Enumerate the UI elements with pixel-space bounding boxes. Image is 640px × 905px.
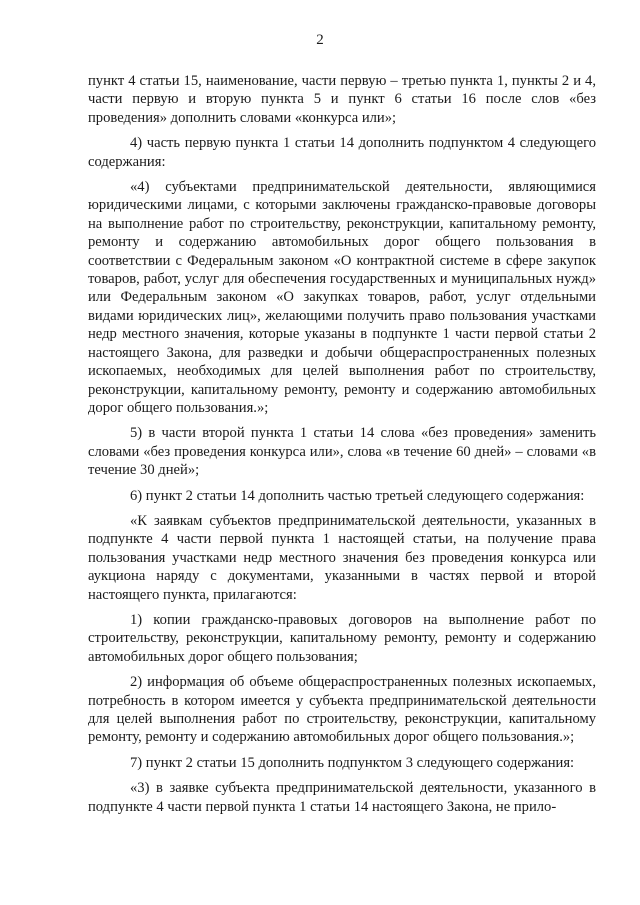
page-number: 2 <box>316 32 324 48</box>
paragraph-subitem-4-quote: «4) субъектами предпринимательской деятельности, являющимися юридическими лицами, с которыми заключены гражданско-правовые договоры на выполнение работ по строительству, реконструкции, капитальному ремонту, ремонту и содержанию автомобильных дорог общего пользования в соответствии с Федеральным законом «О контрактной системе в сфере закупок товаров, работ, услуг для обеспечения государственных и муниципальных нужд» или Федеральным законом «О закупках товаров, работ, услуг отдельными видами юридических лиц», желающими получить право пользования участками недр местного значения, которые указаны в подпункте 1 части первой статьи 2 настоящего Закона, для разведки и добычи общераспространенных полезных ископаемых, необходимых для целей выполнения работ по строительству, реконструкции, капитальному ремонту, ремонту и содержанию автомобильных дорог общего пользования.»; <box>88 179 596 416</box>
paragraph-item-6: 6) пункт 2 статьи 14 дополнить частью третьей следующего содержания: <box>130 487 585 504</box>
document-body <box>88 72 596 816</box>
paragraph-subitem-3-quote: «3) в заявке субъекта предпринимательской деятельности, указанного в подпункте 4 части первой пункта 1 статьи 14 настоящего Закона, не прило- <box>88 780 596 815</box>
paragraph-list-item-2: 2) информация об объеме общераспространенных полезных ископаемых, потребность в котором имеется у субъекта предпринимательской деятельности для целей выполнения работ по строительству, реконструкции, капитальному ремонту, ремонту и содержанию автомобильных дорог общего пользования.»; <box>88 674 596 746</box>
paragraph-list-item-1: 1) копии гражданско-правовых договоров на выполнение работ по строительству, реконструкции, капитальному ремонту, ремонту и содержанию автомобильных дорог общего пользования; <box>88 611 596 665</box>
paragraph-item-7: 7) пункт 2 статьи 15 дополнить подпунктом 3 следующего содержания: <box>130 754 575 771</box>
paragraph-applications-quote: «К заявкам субъектов предпринимательской деятельности, указанных в подпункте 4 части первой пункта 1 настоящей статьи, на получение права пользования участками недр местного значения без проведения конкурса или аукциона наряду с документами, указанными в частях первой и второй настоящего пункта, прилагаются: <box>88 512 596 603</box>
paragraph-item-5: 5) в части второй пункта 1 статьи 14 слова «без проведения» заменить словами «без проведения конкурса или», слова «в течение 60 дней» – словами «в течение 30 дней»; <box>88 425 596 479</box>
paragraph-item-4: 4) часть первую пункта 1 статьи 14 дополнить подпунктом 4 следующего содержания: <box>88 135 596 170</box>
paragraph-continuation: пункт 4 статьи 15, наименование, части первую – третью пункта 1, пункты 2 и 4, части первую и вторую пункта 5 и пункт 6 статьи 16 после слов «без проведения» дополнить словами «конкурса или»; <box>88 73 596 126</box>
